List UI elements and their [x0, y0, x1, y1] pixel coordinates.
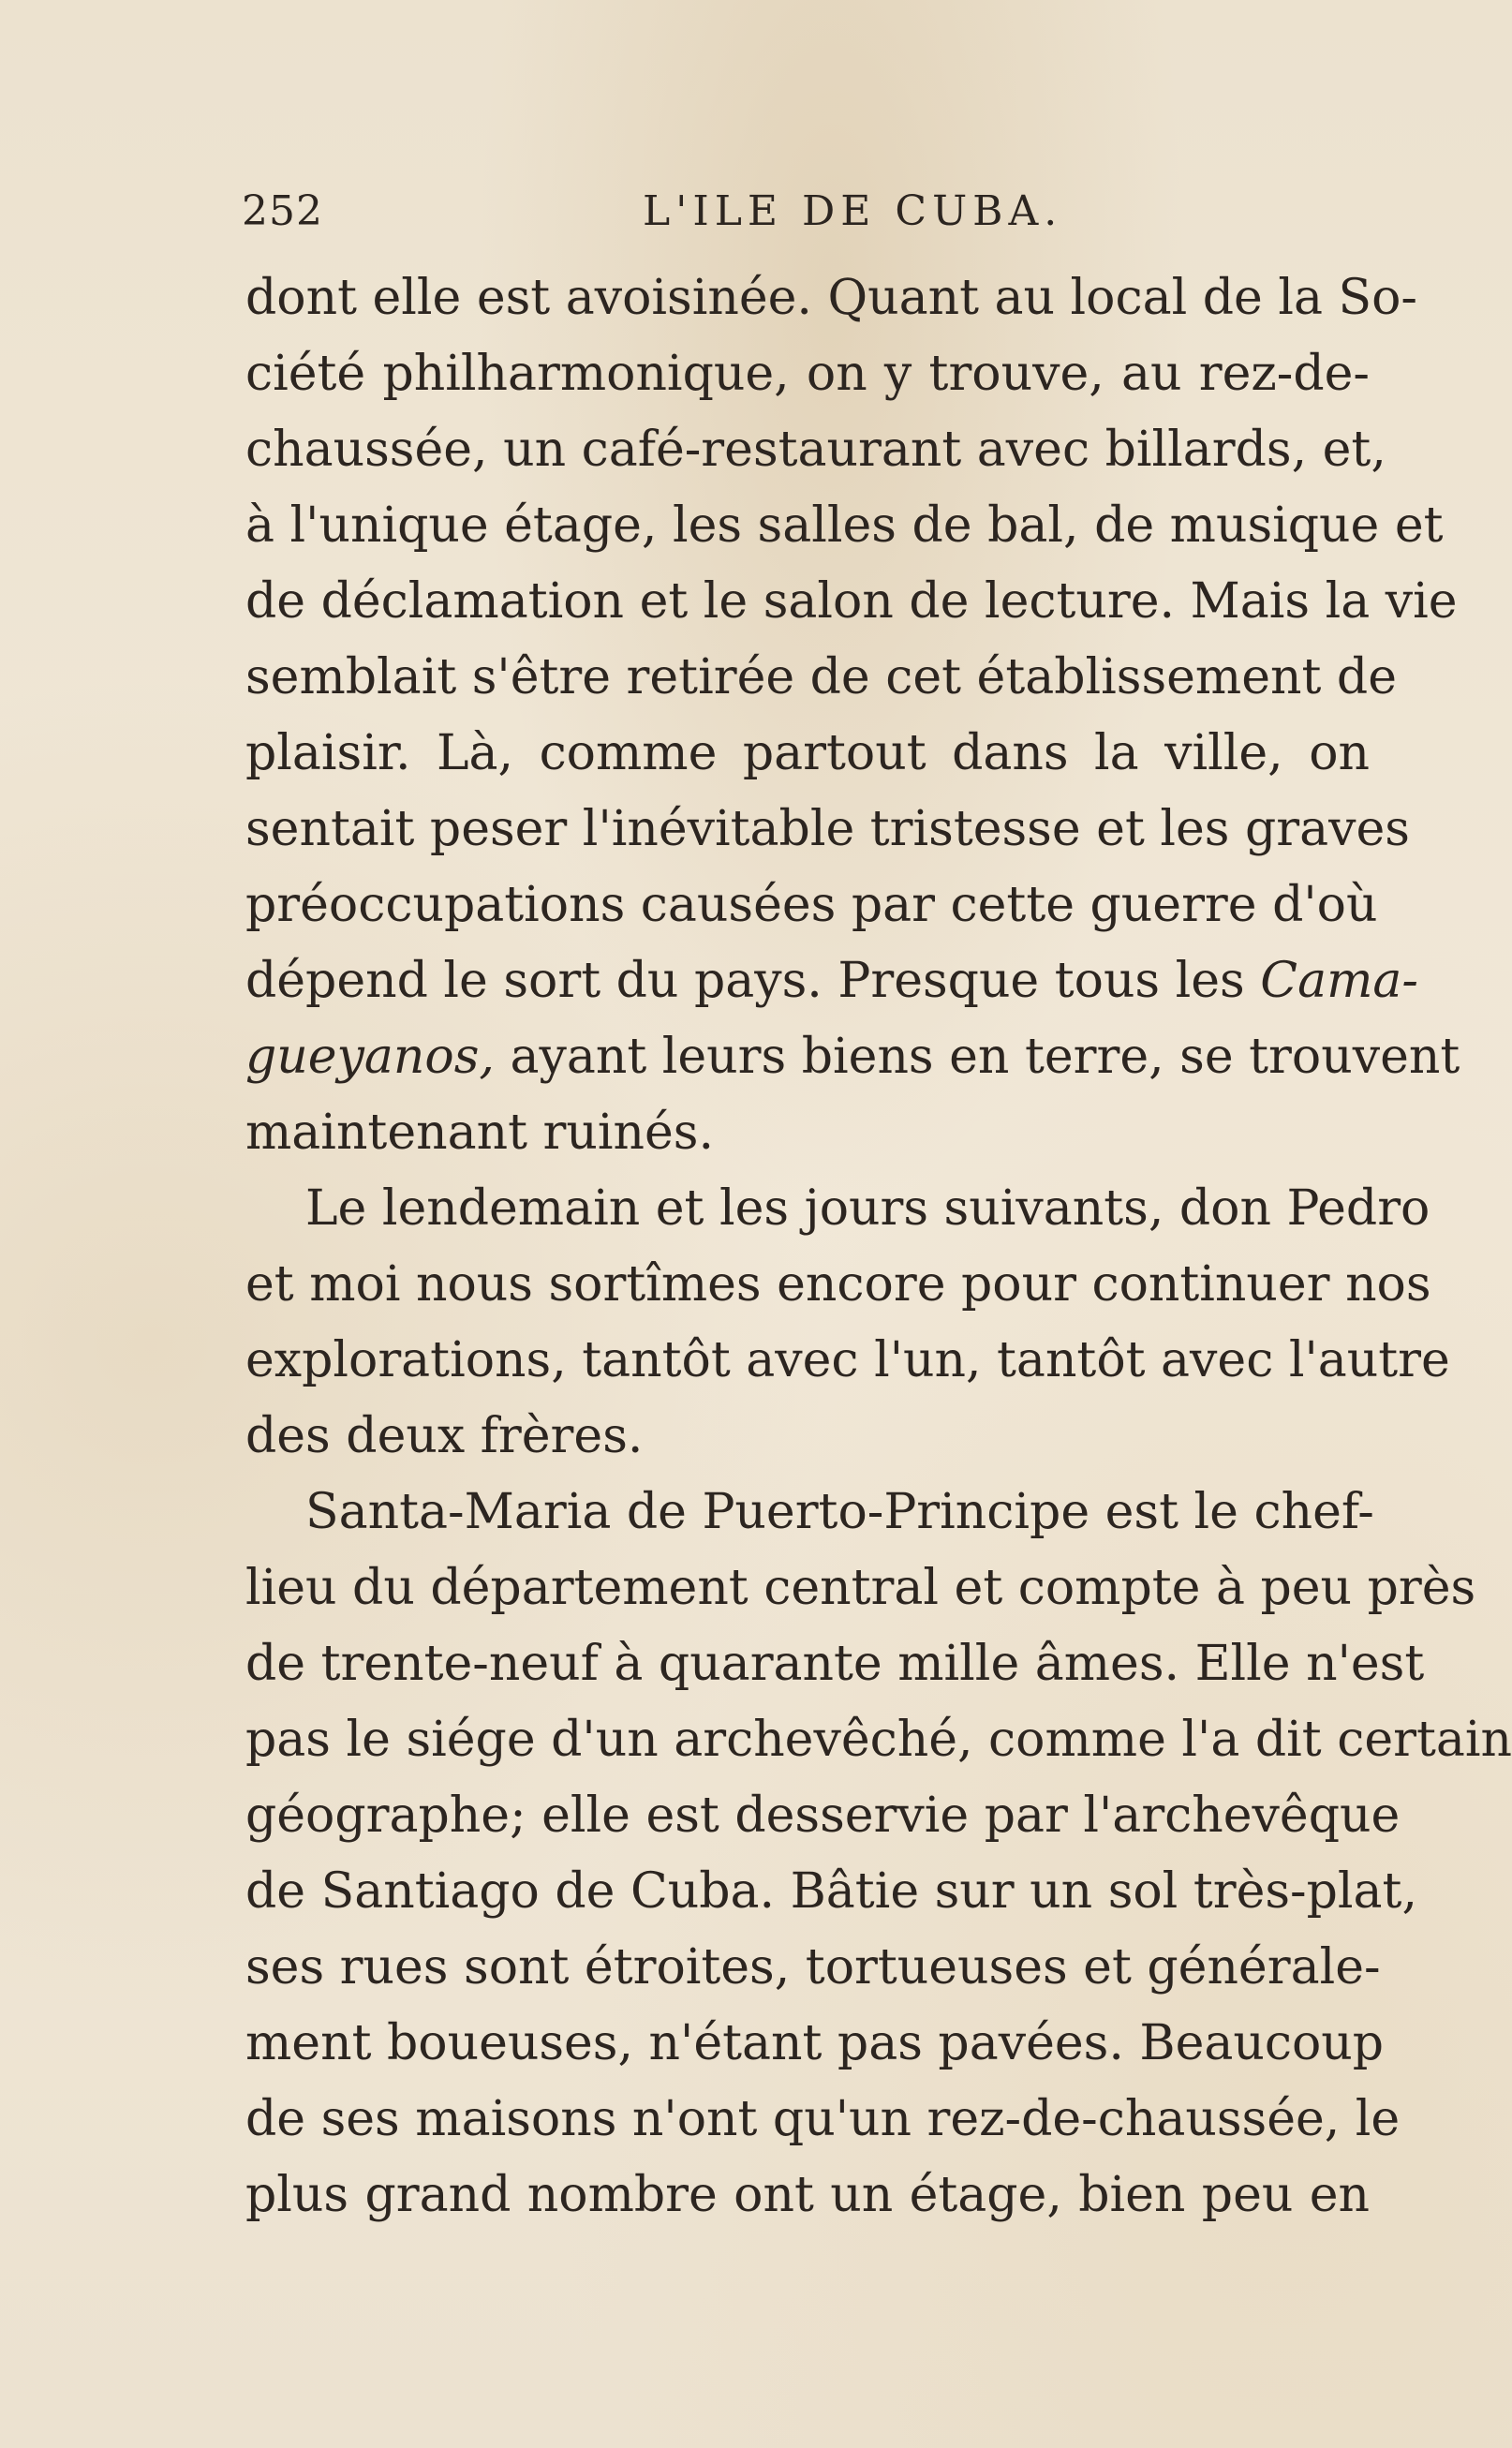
text-line: à l'unique étage, les salles de bal, de musique et: [245, 497, 1444, 554]
paragraph-start-line: Le lendemain et les jours suivants, don Pedro: [305, 1180, 1430, 1237]
text-line: ment boueuses, n'étant pas pavées. Beaucoup: [245, 2015, 1385, 2071]
text-line: sentait peser l'inévitable tristesse et les graves: [245, 801, 1410, 857]
text-segment: ayant leurs biens en terre, se trouvent: [510, 1029, 1460, 1085]
text-line: semblait s'être retirée de cet établissement de: [245, 649, 1397, 705]
text-line: de trente-neuf à quarante mille âmes. Elle n'est: [245, 1636, 1425, 1692]
text-line: préoccupations causées par cette guerre d'où: [245, 877, 1378, 933]
text-line: et moi nous sortîmes encore pour continuer nos: [245, 1256, 1431, 1313]
running-title: L'ILE DE CUBA.: [643, 187, 1063, 235]
text-line: ciété philharmonique, on y trouve, au rez-de-: [245, 346, 1370, 402]
text-line: de ses maisons n'ont qu'un rez-de-chaussée, le: [245, 2091, 1401, 2147]
italic-word: gueyanos,: [245, 1029, 495, 1085]
text-line: plus grand nombre ont un étage, bien peu en: [245, 2167, 1370, 2223]
page-number: 252: [242, 187, 323, 235]
text-line: pas le siége d'un archevêché, comme l'a dit certain: [245, 1712, 1512, 1768]
text-line: dont elle est avoisinée. Quant au local de la So-: [245, 270, 1417, 326]
text-line: chaussée, un café-restaurant avec billards, et,: [245, 422, 1386, 478]
text-line: de Santiago de Cuba. Bâtie sur un sol très-plat,: [245, 1863, 1417, 1920]
paragraph-start-line: Santa-Maria de Puerto-Principe est le chef-: [305, 1484, 1374, 1540]
running-head: [242, 187, 1366, 253]
text-line-with-italic: [245, 1019, 1460, 1095]
paragraph-end-line: des deux frères.: [245, 1408, 644, 1464]
paragraph-end-line: maintenant ruinés.: [245, 1105, 714, 1161]
text-segment: dépend le sort du pays. Presque tous les: [245, 953, 1245, 1009]
text-line: explorations, tantôt avec l'un, tantôt avec l'autre: [245, 1332, 1450, 1388]
text-line: géographe; elle est desservie par l'archevêque: [245, 1788, 1401, 1844]
text-line: lieu du département central et compte à peu près: [245, 1560, 1476, 1616]
text-line: plaisir. Là, comme partout dans la ville, on: [245, 725, 1370, 781]
italic-word: Cama-: [1260, 953, 1418, 1009]
text-line: de déclamation et le salon de lecture. Mais la vie: [245, 573, 1458, 630]
body-text: [245, 260, 1512, 2233]
text-line: ses rues sont étroites, tortueuses et générale-: [245, 1939, 1381, 1995]
text-line-with-italic: [245, 943, 1418, 1019]
